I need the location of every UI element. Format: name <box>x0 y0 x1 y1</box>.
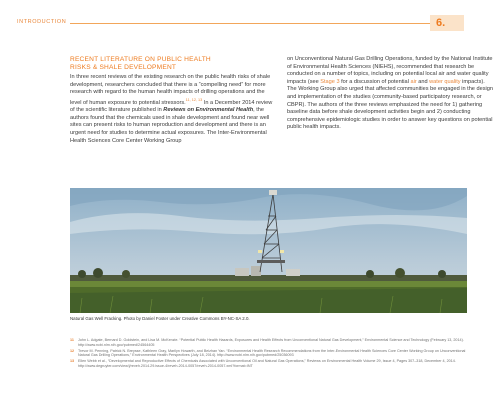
paragraph-2 <box>287 56 493 132</box>
left-column <box>70 56 276 145</box>
journal-title: Reviews on Environmental Health <box>163 107 254 114</box>
page-header <box>0 15 480 33</box>
footnote-text[interactable]: John L. Adgate, Bernard D. Goldstein, and Lisa M. McKenzie. “Potential Public Health Hazards, Exposures and Health Effects from Unconventional Natural Gas Development,” Environmental Science and Technology (February 13, 2014). http://www.ncbi.nlm.nih.gov/pubmed/24564405 <box>78 338 464 347</box>
heading-line-1: RECENT LITERATURE ON PUBLIC HEALTH <box>70 56 211 63</box>
paragraph-2-part-c: and <box>416 78 430 85</box>
footnote <box>70 359 466 369</box>
footnote <box>70 338 466 348</box>
footnote-text[interactable]: Ellen Webb et al., “Developmental and Reproductive Effects of Chemicals Associated with Unconventional Oil and Natural Gas Operations,” Reviews on Environmental Health Volume 29, Issue 4, Pages 307–318, December 4, 2014. http://www.degruyter.com/view/j/reveh.2014.29.issue-4/reveh-2014-0057/reveh-2014-0057.xml?format=INT <box>78 359 456 368</box>
page-number: 6. <box>436 17 446 29</box>
section-heading <box>70 56 276 72</box>
stage-3-link[interactable]: Stage 3 <box>320 78 340 85</box>
right-column <box>287 56 493 132</box>
paragraph-1-part-c: , the authors found that the chemicals used in shale development and found near well sites can present risks to human reproduction and development and there is an urgent need for studies to determine actual exposures. The Inter-Environmental Health Sciences Core Center Working Group <box>70 107 270 144</box>
paragraph-2-part-b: for a discussion of potential <box>339 78 411 85</box>
heading-line-2: RISKS & SHALE DEVELOPMENT <box>70 64 177 71</box>
paragraph-1 <box>70 74 276 145</box>
footnote-number: 11 <box>70 338 74 342</box>
footnote-text[interactable]: Trevor M. Penning, Patrick N. Breysse, Kathleen Gray, Marilyn Howarth, and Beizhan Yan. “Environmental Health Research Recommendations from the Inter-Environmental Health Sciences Core Center Working Group on Unconventional Natural Gas Drilling Operations,” Environmental Health Perspectives (July 18, 2014). http://www.ncbi.nlm.nih.gov/pubmed/25036093 <box>78 348 466 358</box>
header-rule <box>17 23 430 24</box>
paragraph-1-part-a: In three recent reviews of the existing research on the public health risks of shale development, researchers concluded that there is a “compelling need” for more research with regard to the human health impacts of drilling operations and the level of human exposure to potential stressors. <box>70 74 271 106</box>
fracking-photo <box>70 188 467 313</box>
footnote-number: 13 <box>70 359 75 364</box>
air-link[interactable]: air <box>410 78 417 85</box>
paragraph-1-part-b: In a December 2014 review of the scientific literature published in <box>70 99 273 114</box>
photo-caption: Natural Gas Well Fracking. Photo by Daniel Foster under Creative Commons BY-NC-SA 2.0. <box>70 316 250 321</box>
footnote-number: 12 <box>70 348 75 353</box>
footnotes <box>70 338 466 370</box>
paragraph-2-part-d: impacts). The Working Group also urged that affected communities be engaged in the design and implementation of the studies (community-based participatory research, or CBPR). The authors of the three reviews emphasized the need for 1) gathering baseline data before shale development activities begin and 2) conducting comprehensive epidemiologic studies in order to answer key questions on potential public health impacts. <box>287 78 493 131</box>
fracking-photo-image <box>70 188 467 313</box>
footnote <box>70 349 466 359</box>
section-label: INTRODUCTION <box>17 19 70 25</box>
footnote-refs[interactable]: 11, 12, 13 <box>185 97 203 102</box>
water-quality-link[interactable]: water quality <box>429 78 461 85</box>
paragraph-2-part-a: on Unconventional Natural Gas Drilling Operations, funded by the National Institute of Environmental Health Sciences (NIEHS), recommended that research be conducted on a number of topics, including on potential local air and water quality impacts (see <box>287 56 493 85</box>
